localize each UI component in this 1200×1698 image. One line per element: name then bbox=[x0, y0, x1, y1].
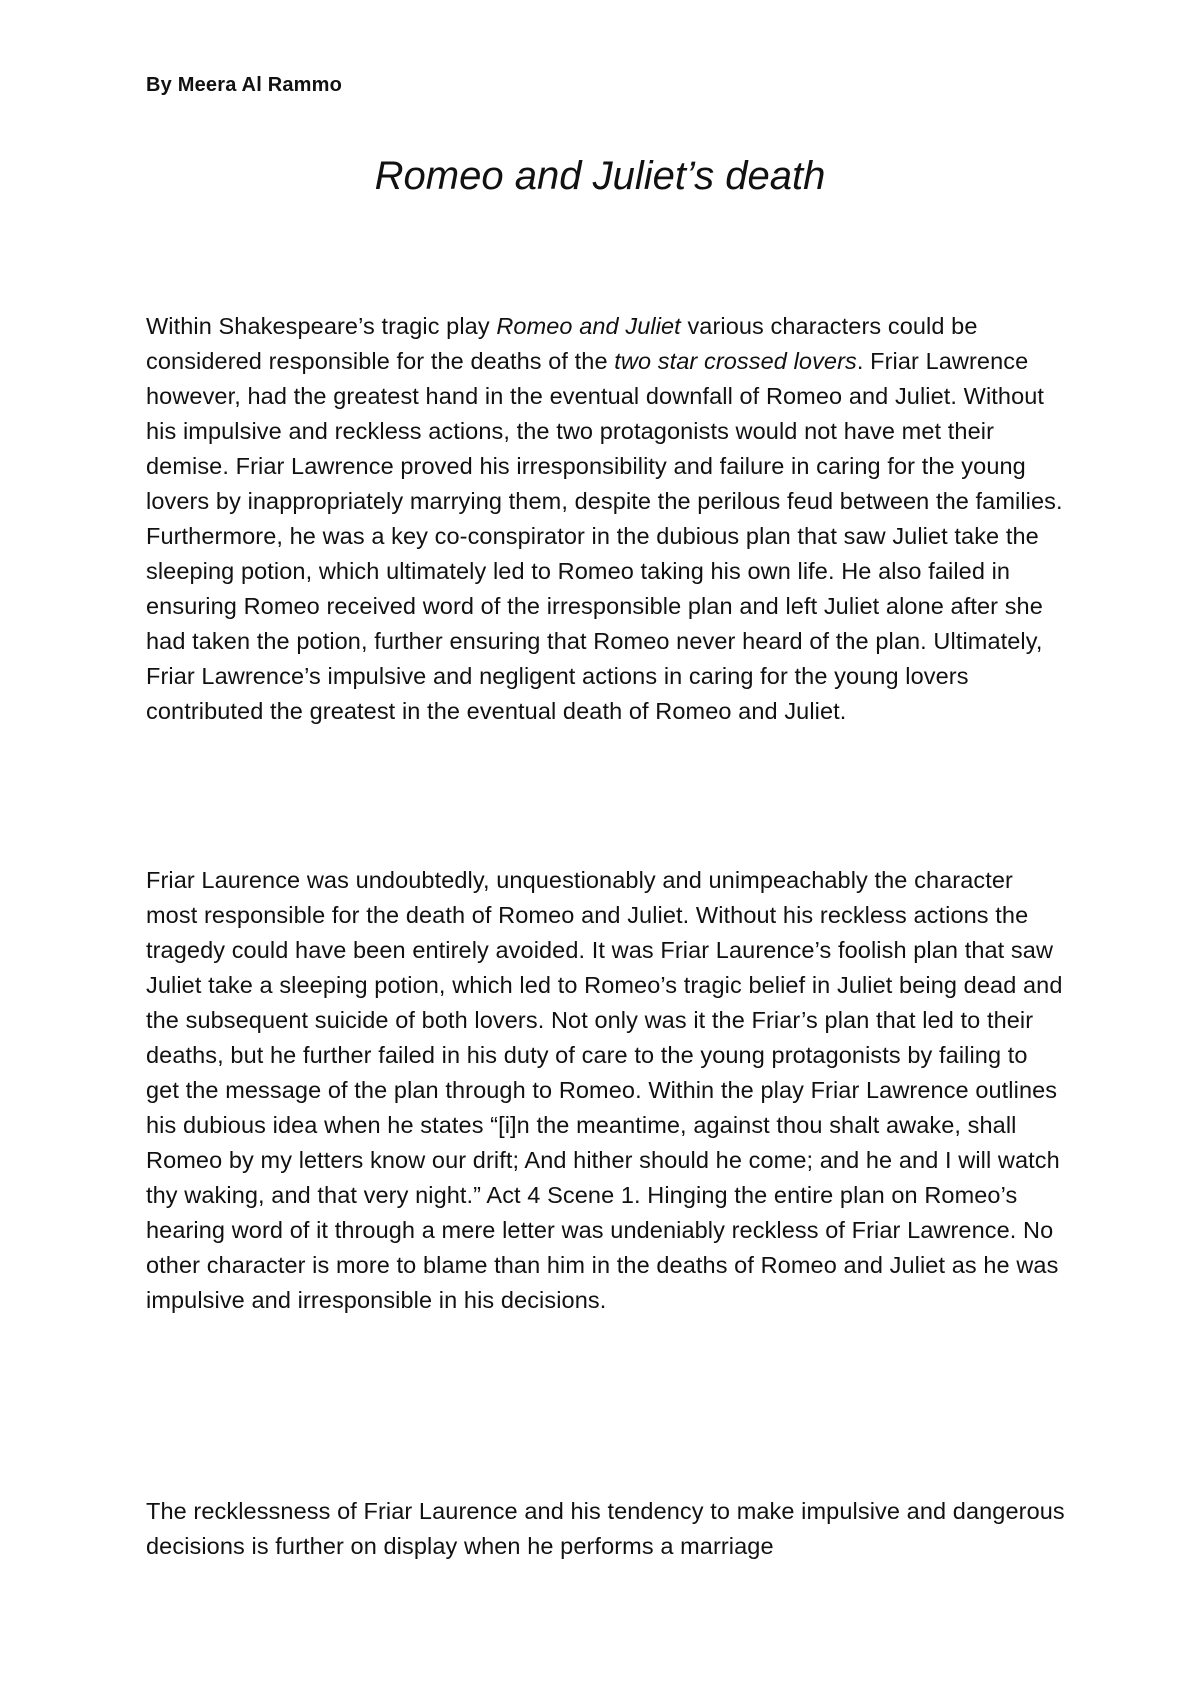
quoted-phrase-italic: two star crossed lovers bbox=[614, 348, 857, 374]
play-title-italic: Romeo and Juliet bbox=[496, 313, 681, 339]
paragraph-1 bbox=[146, 309, 1066, 729]
paragraph-1-text: . Friar Lawrence however, had the greatest hand in the eventual downfall of Romeo and Juliet. Without his impulsive and reckless actions, the two protagonists would not have met their demise. Friar Lawrence proved his irresponsibility and failure in caring for the young lovers by inappropriately marrying them, despite the perilous feud between the families. Furthermore, he was a key co-conspirator in the dubious plan that saw Juliet take the sleeping potion, which ultimately led to Romeo taking his own life. He also failed in ensuring Romeo received word of the irresponsible plan and left Juliet alone after she had taken the potion, further ensuring that Romeo never heard of the plan. Ultimately, Friar Lawrence’s impulsive and negligent actions in caring for the young lovers contributed the greatest in the eventual death of Romeo and Juliet. bbox=[146, 348, 1063, 724]
paragraph-1-text: Within Shakespeare’s tragic play bbox=[146, 313, 497, 339]
paragraph-1-text: various characters could be considered responsible for the deaths of the bbox=[146, 313, 978, 374]
paragraph-3 bbox=[146, 1494, 1066, 1564]
paragraph-2 bbox=[146, 863, 1066, 1318]
paragraph-2-text: Friar Laurence was undoubtedly, unquestionably and unimpeachably the character most responsible for the death of Romeo and Juliet. Without his reckless actions the tragedy could have been entirely avoided. It was Friar Laurence’s foolish plan that saw Juliet take a sleeping potion, which led to Romeo’s tragic belief in Juliet being dead and the subsequent suicide of both lovers. Not only was it the Friar’s plan that led to their deaths, but he further failed in his duty of care to the young protagonists by failing to get the message of the plan through to Romeo. Within the play Friar Lawrence outlines his dubious idea when he states “[i]n the meantime, against thou shalt awake, shall Romeo by my letters know our drift; And hither should he come; and he and I will watch thy waking, and that very night.” Act 4 Scene 1. Hinging the entire plan on Romeo’s hearing word of it through a mere letter was undeniably reckless of Friar Lawrence. No other character is more to blame than him in the deaths of Romeo and Juliet as he was impulsive and irresponsible in his decisions. bbox=[146, 867, 1063, 1313]
author-byline: By Meera Al Rammo bbox=[146, 74, 343, 96]
paragraph-3-text: The recklessness of Friar Laurence and his tendency to make impulsive and dangerous decisions is further on display when he performs a marriage bbox=[146, 1498, 1065, 1559]
essay-title: Romeo and Juliet’s death bbox=[374, 154, 826, 198]
